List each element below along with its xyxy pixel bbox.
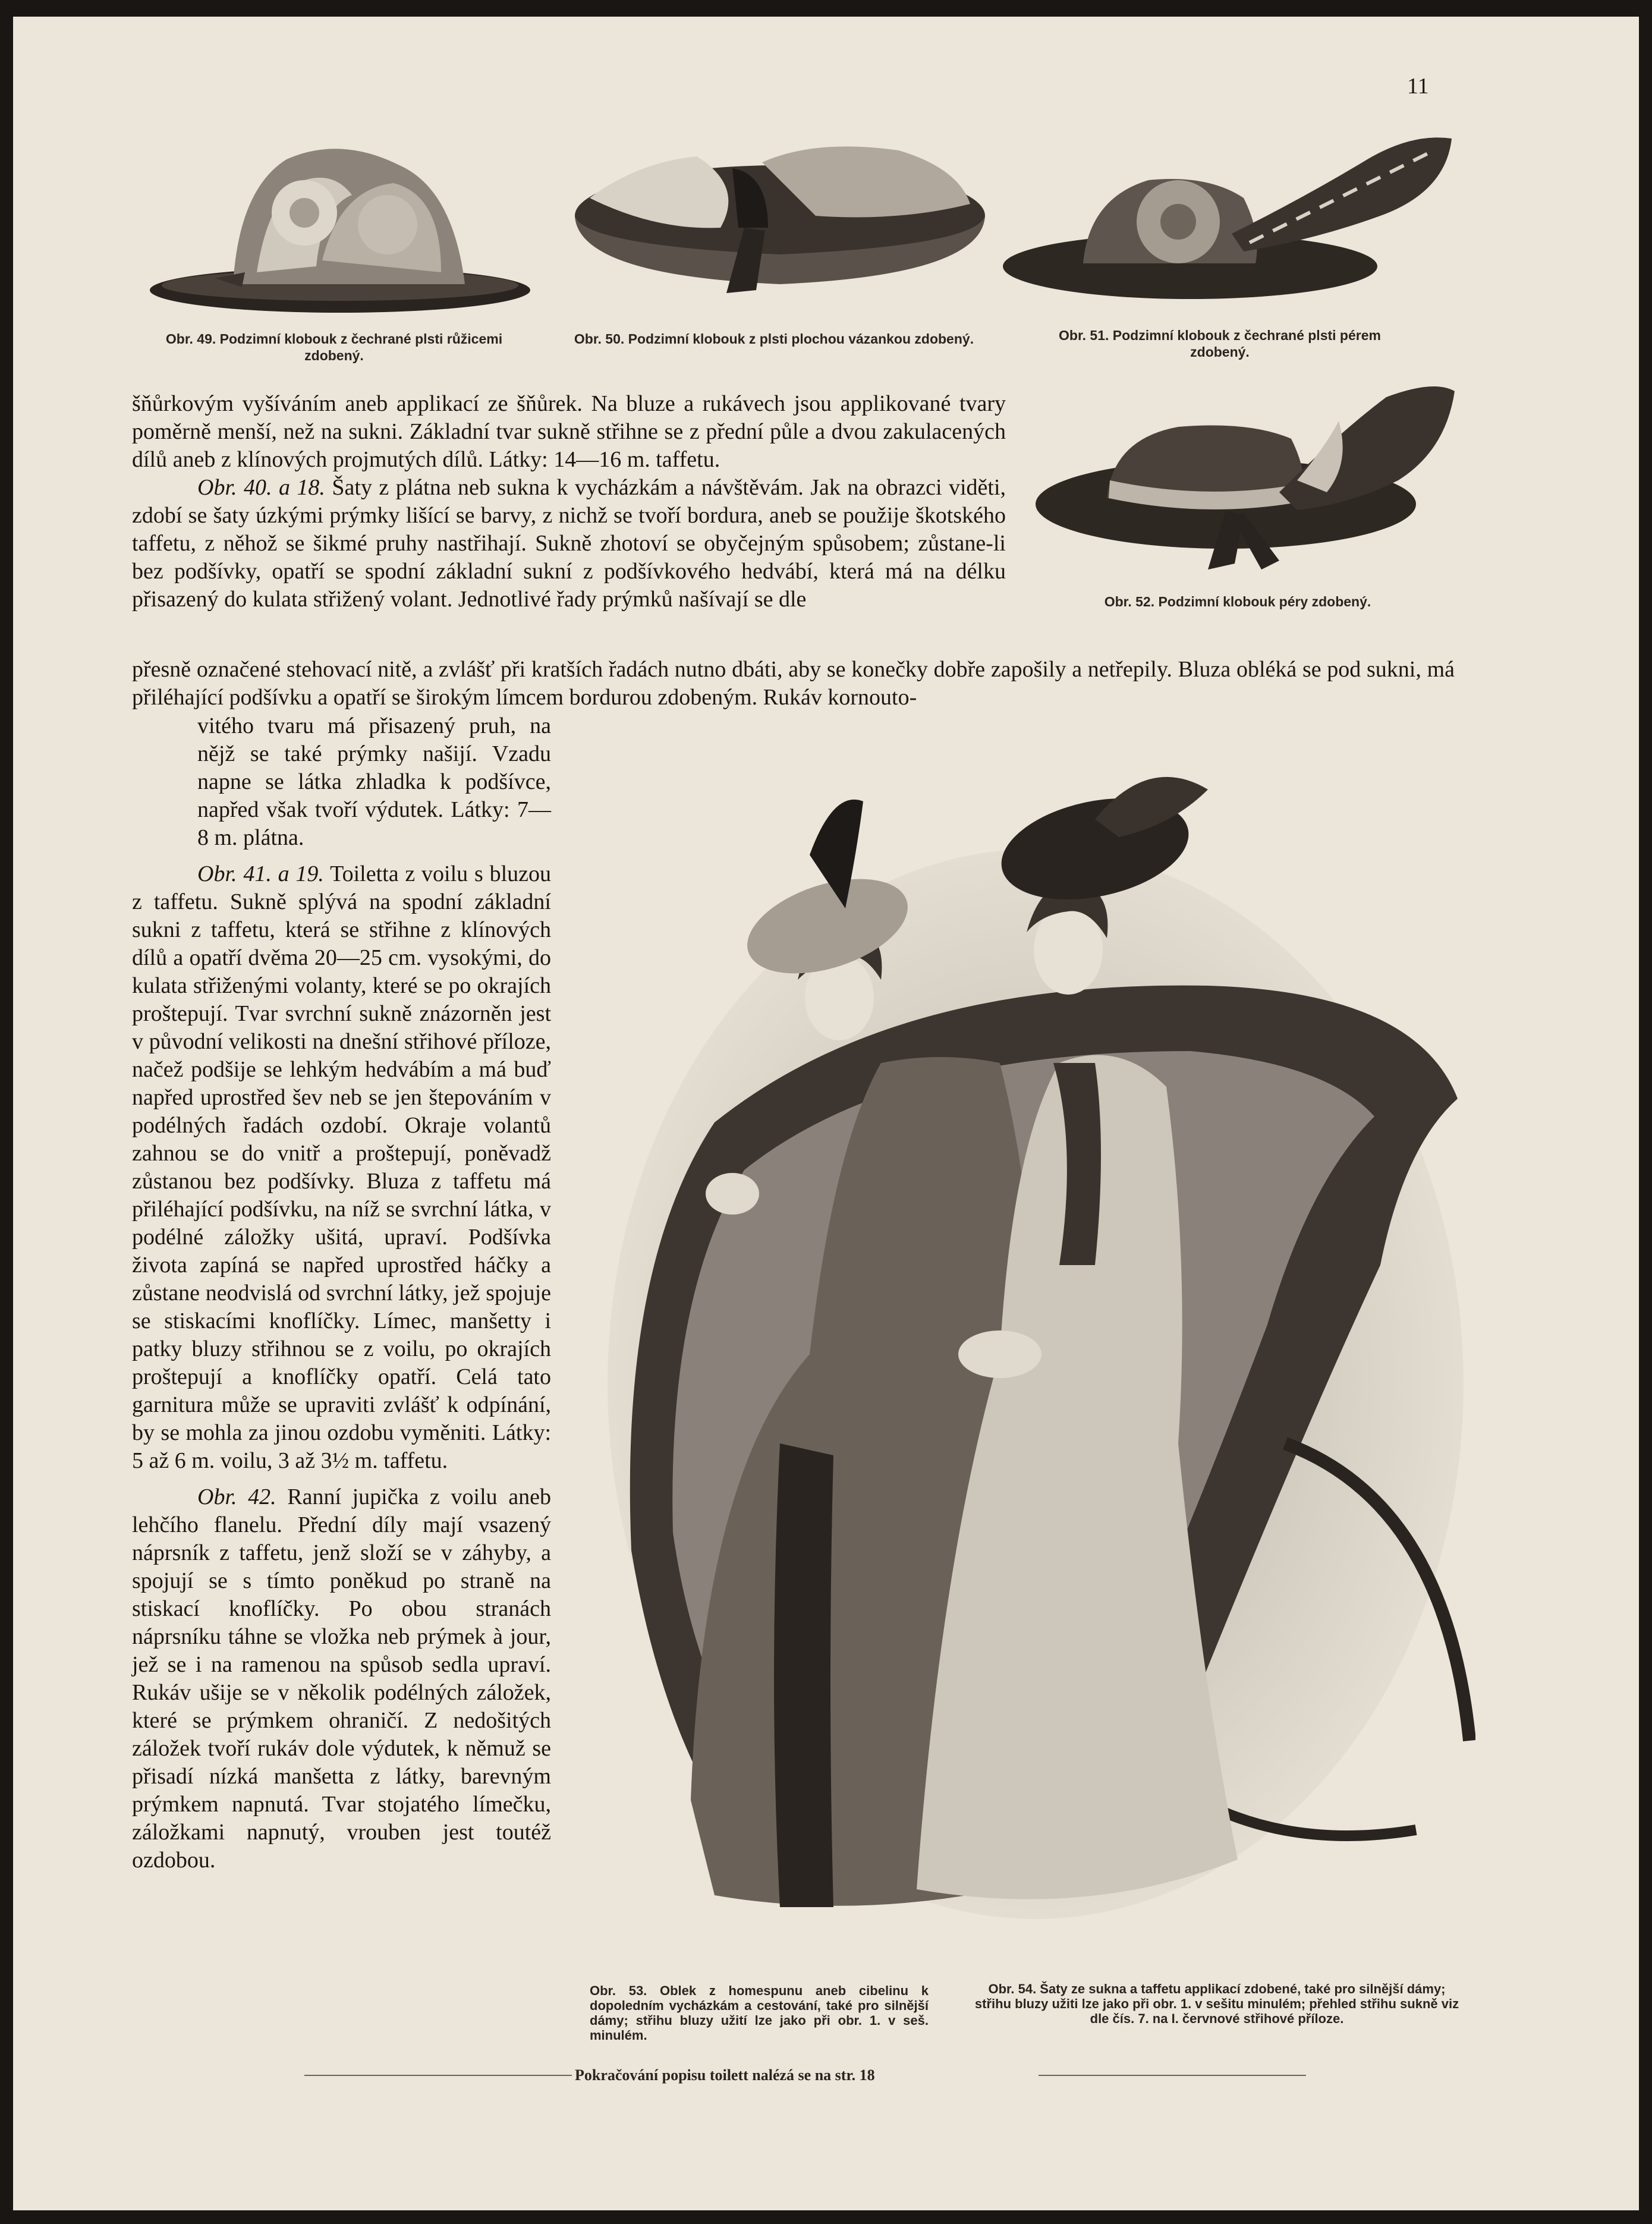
hat-49-illustration	[144, 124, 536, 326]
paragraph-3: Toiletta z voilu s bluzou z taffetu. Sukně splývá na spodní základní sukni z taffetu, která se střihne z klínových dílů a opatří dvěma 20—25 cm. vysokými, do kulata střiženými volanty, které se po okrajích proštepují. Tvar svrchní sukně znázorněn jest v původní velikosti na dnešní střihové příloze, načež podšije se lehkým hedvábím a má buď napřed uprostřed šev neb se jen štepováním v podélných řadách ozdobí. Okraje volantů zahnou se do vnitř a proštepují, poněvadž zůstanou bez podšívky. Bluza z taffetu má přiléhající podšívku, na níž se svrchní látka, v podélné záložky ušitá, upraví. Podšívka života zapíná se napřed uprostřed háčky a zůstane neodvislá od svrchní látky, jež spojuje se stiskacími knoflíčky. Límec, manšetty i patky bluzy střihnou se z voilu, po okrajích proštepují a knoflíčky opatří. Celá tato garnitura může se upraviti zvlášť k odpínání, by se mohla za jinou ozdobu vyměniti. Látky: 5 až 6 m. voilu, 3 až 3½ m. taffetu.	[132, 861, 551, 1473]
footer-rule-right	[1039, 2075, 1306, 2076]
two-ladies-carriage-illustration	[584, 730, 1475, 1949]
paragraph-4-label: Obr. 42.	[197, 1484, 276, 1509]
caption-obr-49: Obr. 49. Podzimní klobouk z čechrané plsti růžicemi zdobený.	[165, 331, 503, 363]
caption-obr-52: Obr. 52. Podzimní klobouk péry zdobený.	[1104, 594, 1371, 609]
paragraph-2-top: Šaty z plátna neb sukna k vycházkám a návštěvám. Jak na obrazci viděti, zdobí se šaty úzkými prýmky lišící se barvy, z nichž se tvoří bordura, aneb se použije škotského taffetu, z něhož se šikmé pruhy nastřihají. Sukně zhotoví se obyčejným spůsobem; zůstane-li bez podšívky, opatří se spodní základní sukní z podšívkového hedvábí, která má na délku přisazený do kulata střižený volant. Jednotlivé řady prýmků našívají se dle	[132, 475, 1006, 612]
caption-obr-53: Obr. 53. Oblek z homespunu aneb cibelinu k dopoledním vycházkám a cestování, také pro silnější dámy; střihu bluzy užití lze jako při obr. 1. v seš. minulém.	[590, 1983, 929, 2043]
paragraph-1: šňůrkovým vyšíváním aneb applikací ze šňůrek. Na bluze a rukávech jsou applikované tvary poměrně menší, než na sukni. Základní tvar sukně střihne se z přední půle a dvou zakulacených dílů aneb z klínových projmutých dílů. Látky: 14—16 m. taffetu.	[132, 391, 1006, 472]
hat-50-illustration	[566, 127, 994, 317]
paragraph-2-full: přesně označené stehovací nitě, a zvlášť při kratších řadách nutno dbáti, aby se konečky dobře zapošily a netřepily. Bluza obléká se pod sukni, má přiléhající podšívku a opatří se širokým límcem bordurou zdobeným. Rukáv kornouto-	[132, 657, 1455, 710]
magazine-page	[13, 17, 1639, 2210]
paragraph-2-label: Obr. 40. a 18.	[197, 475, 325, 500]
hat-51-illustration	[994, 127, 1458, 311]
text-column-left	[132, 712, 551, 1874]
footer-note: Pokračování popisu toilett nalézá se na str. 18	[575, 2066, 875, 2084]
paragraph-3-label: Obr. 41. a 19.	[197, 861, 324, 886]
text-block-upper	[132, 390, 1006, 614]
footer-rule-left	[304, 2075, 572, 2076]
paragraph-2-left: vitého tvaru má přisazený pruh, na nějž se také prýmky našijí. Vzadu napne se látka zhladka k podšívce, napřed však tvoří výdutek. Látky: 7—8 m. plátna.	[197, 713, 551, 850]
hat-52-illustration	[1030, 373, 1458, 587]
caption-obr-54: Obr. 54. Šaty ze sukna a taffetu applikací zdobené, také pro silnější dámy; střihu bluzy užiti lze jako při obr. 1. v sešitu minulém; přehled střihu sukně viz dle čís. 7. na I. červnové střihové příloze.	[974, 1981, 1459, 2026]
page-number: 11	[1407, 74, 1429, 99]
paragraph-4: Ranní jupička z voilu aneb lehčího flanelu. Přední díly mají vsazený náprsník z taffetu, jenž složí se v záhyby, a spojují se s tímto poněkud po straně na stiskací knoflíčky. Po obou stranách náprsníku táhne se vložka neb prýmek à jour, jež se i na ramenou na spůsob sedla upraví. Rukáv ušije se v několik podélných záložek, které se prýmkem ohraničí. Z nedošitých záložek tvoří rukáv dole výdutek, k němuž se přisadí nízká manšetta z látky, barevným prýmkem napnutá. Tvar stojatého límečku, záložkami napnutý, vrouben jest toutéž ozdobou.	[132, 1484, 551, 1873]
caption-obr-50: Obr. 50. Podzimní klobouk z plsti plochou vázankou zdobený.	[574, 331, 974, 347]
text-block-fullwidth	[132, 656, 1455, 712]
caption-obr-51: Obr. 51. Podzimní klobouk z čechrané plsti pérem zdobený.	[1059, 328, 1381, 360]
